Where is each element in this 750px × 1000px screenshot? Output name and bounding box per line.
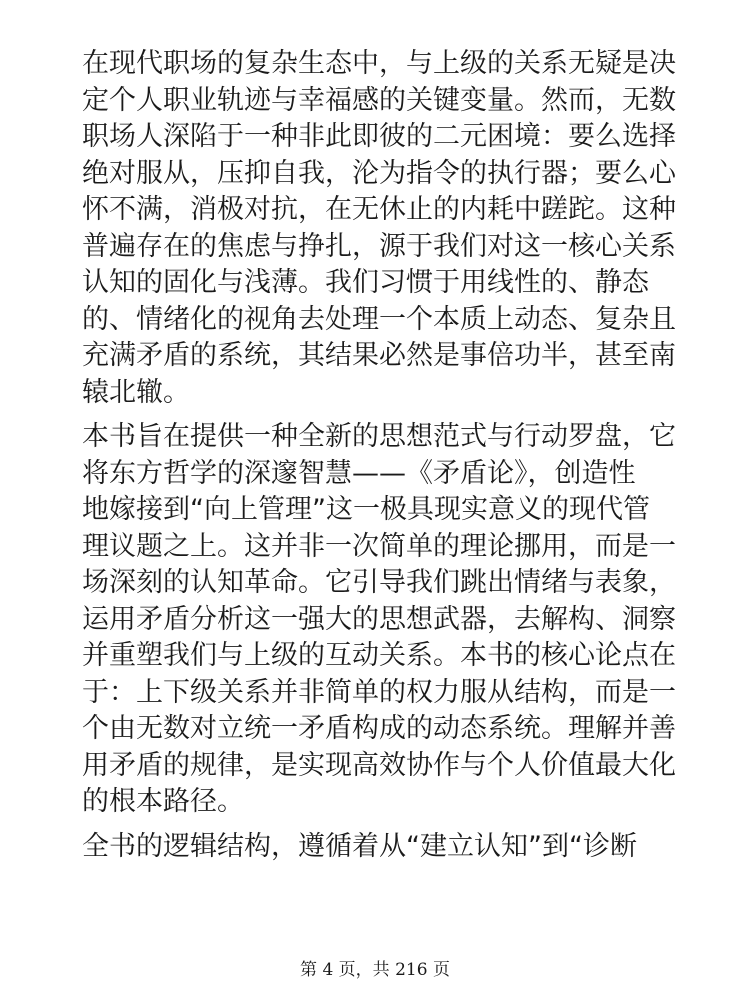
paragraph-1 <box>82 46 676 411</box>
text-line: 于：上下级关系并非简单的权力服从结构，而是一 <box>82 676 676 708</box>
total-pages-number: 216 <box>395 960 428 980</box>
text-line: 全书的逻辑结构，遵循着从“建立认知”到“诊断 <box>82 830 637 862</box>
page-number-footer <box>0 955 750 980</box>
paragraph-3 <box>82 829 672 866</box>
footer-suffix: 页 <box>427 960 450 980</box>
current-page-number: 4 <box>322 960 334 980</box>
document-body <box>82 46 676 865</box>
text-line: 本书旨在提供一种全新的思想范式与行动罗盘，它 <box>82 421 676 452</box>
text-line: 在现代职场的复杂生态中，与上级的关系无疑是决 <box>82 48 676 79</box>
text-line: 的根本路径。 <box>82 786 244 817</box>
text-line: 将东方哲学的深邃智慧——《矛盾论》，创造性 <box>82 457 636 489</box>
text-line: 个由无数对立统一矛盾构成的动态系统。理解并善 <box>82 713 676 744</box>
footer-middle: 页，共 <box>333 960 396 980</box>
text-line: 辕北辙。 <box>82 376 190 408</box>
text-line: 认知的固化与浅薄。我们习惯于用线性的、静态 <box>82 267 649 298</box>
text-line: 的、情绪化的视角去处理一个本质上动态、复杂且 <box>82 303 676 335</box>
text-line: 普遍存在的焦虑与挣扎，源于我们对这一核心关系 <box>82 230 676 262</box>
text-line: 并重塑我们与上级的互动关系。本书的核心论点在 <box>82 640 676 671</box>
text-line: 用矛盾的规律，是实现高效协作与个人价值最大化 <box>82 749 676 781</box>
text-line: 充满矛盾的系统，其结果必然是事倍功半，甚至南 <box>82 340 676 371</box>
text-line: 场深刻的认知革命。它引导我们跳出情绪与表象， <box>82 567 676 598</box>
text-line: 职场人深陷于一种非此即彼的二元困境：要么选择 <box>82 121 676 152</box>
text-line: 绝对服从，压抑自我，沦为指令的执行器；要么心 <box>82 157 676 189</box>
text-line: 理议题之上。这并非一次简单的理论挪用，而是一 <box>82 530 676 562</box>
text-line: 怀不满，消极对抗，在无休止的内耗中蹉跎。这种 <box>82 194 676 225</box>
text-line: 地嫁接到“向上管理”这一极具现实意义的现代管 <box>82 494 650 525</box>
paragraph-2 <box>82 419 676 821</box>
text-line: 定个人职业轨迹与幸福感的关键变量。然而，无数 <box>82 84 676 116</box>
footer-prefix: 第 <box>300 960 323 980</box>
text-line: 运用矛盾分析这一强大的思想武器，去解构、洞察 <box>82 603 676 635</box>
